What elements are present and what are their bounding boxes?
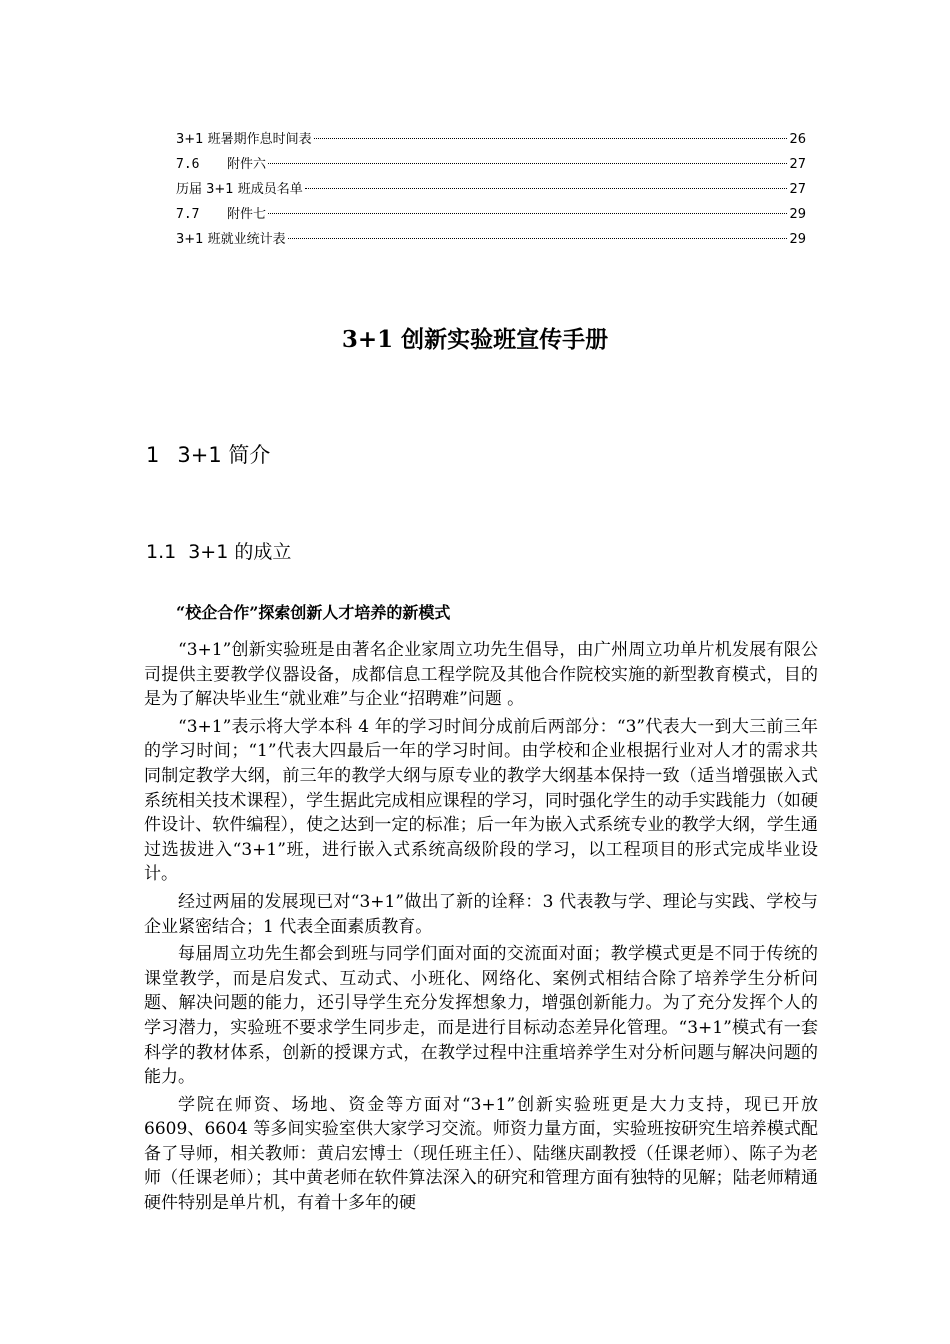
table-of-contents: [176, 127, 806, 252]
toc-dot-leader: [305, 188, 788, 189]
toc-page-number: 27: [789, 157, 806, 172]
toc-entry[interactable]: [176, 227, 806, 252]
toc-entry-text: 3+1 班就业统计表: [176, 232, 286, 247]
paragraph: 经过两届的发展现已对“3+1”做出了新的诠释：3 代表教与学、理论与实践、学校与企业紧密结合；1 代表全面素质教育。: [144, 891, 818, 937]
paragraph: “3+1”表示将大学本科 4 年的学习时间分成前后两部分：“3”代表大一到大三前三年的学习时间；“1”代表大四最后一年的学习时间。由学校和企业根据行业对人才的需求共同制定教学大纲，前三年的教学大纲与原专业的教学大纲基本保持一致（适当增强嵌入式系统相关技术课程），学生据此完成相应课程的学习，同时强化学生的动手实践能力（如硬件设计、软件编程），使之达到一定的标准；后一年为嵌入式系统专业的教学大纲，学生通过选拔进入“3+1”班，进行嵌入式系统高级阶段的学习，以工程项目的形式完成毕业设计。: [144, 716, 818, 885]
toc-dot-leader: [288, 238, 788, 239]
toc-page-number: 29: [789, 207, 806, 222]
subsection-title: “校企合作”探索创新人才培养的新模式: [176, 603, 451, 622]
paragraph: 每届周立功先生都会到班与同学们面对面的交流面对面；教学模式更是不同于传统的课堂教学，而是启发式、互动式、小班化、网络化、案例式相结合除了培养学生分析问题、解决问题的能力，还引导学生充分发挥想象力，增强创新能力。为了充分发挥个人的学习潜力，实验班不要求学生同步走，而是进行目标动态差异化管理。“3+1”模式有一套科学的教材体系，创新的授课方式，在教学过程中注重培养学生对分析问题与解决问题的能力。: [144, 944, 818, 1088]
section-title: 3+1 的成立: [188, 541, 292, 563]
toc-entry-text: 附件七: [227, 207, 267, 222]
toc-entry-text: 历届 3+1 班成员名单: [176, 182, 303, 197]
body-text: [144, 638, 818, 1219]
toc-page-number: 27: [789, 182, 806, 197]
toc-entry-text: 附件六: [227, 157, 267, 172]
toc-page-number: 26: [789, 132, 806, 147]
toc-entry[interactable]: [176, 127, 806, 152]
toc-dot-leader: [314, 138, 788, 139]
toc-page-number: 29: [789, 232, 806, 247]
paragraph: 学院在师资、场地、资金等方面对“3+1”创新实验班更是大力支持，现已开放 6609、6604 等多间实验室供大家学习交流。师资力量方面，实验班按研究生培养模式配备了导师，相关教师：黄启宏博士（现任班主任）、陆继庆副教授（任课老师）、陈子为老师（任课老师）；其中黄老师在软件算法深入的研究和管理方面有独特的见解；陆老师精通硬件特别是单片机，有着十多年的硬: [144, 1094, 818, 1214]
section-number: 1: [146, 443, 160, 467]
toc-entry[interactable]: [176, 202, 806, 227]
paragraph: “3+1”创新实验班是由著名企业家周立功先生倡导，由广州周立功单片机发展有限公司提供主要教学仪器设备，成都信息工程学院及其他合作院校实施的新型教育模式，目的是为了解决毕业生“就业难”与企业“招聘难”问题 。: [144, 640, 818, 710]
section-number: 1.1: [146, 541, 177, 563]
toc-dot-leader: [268, 213, 787, 214]
section-heading-1: [146, 440, 270, 470]
toc-entry[interactable]: [176, 177, 806, 202]
section-heading-1-1: [146, 537, 291, 567]
toc-entry-number: 7.7: [176, 207, 200, 222]
document-title: 3+1 创新实验班宣传手册: [341, 326, 609, 353]
section-title: 3+1 简介: [177, 443, 271, 467]
toc-entry[interactable]: [176, 152, 806, 177]
toc-entry-text: 3+1 班暑期作息时间表: [176, 132, 312, 147]
toc-entry-number: 7.6: [176, 157, 200, 172]
toc-dot-leader: [268, 163, 787, 164]
